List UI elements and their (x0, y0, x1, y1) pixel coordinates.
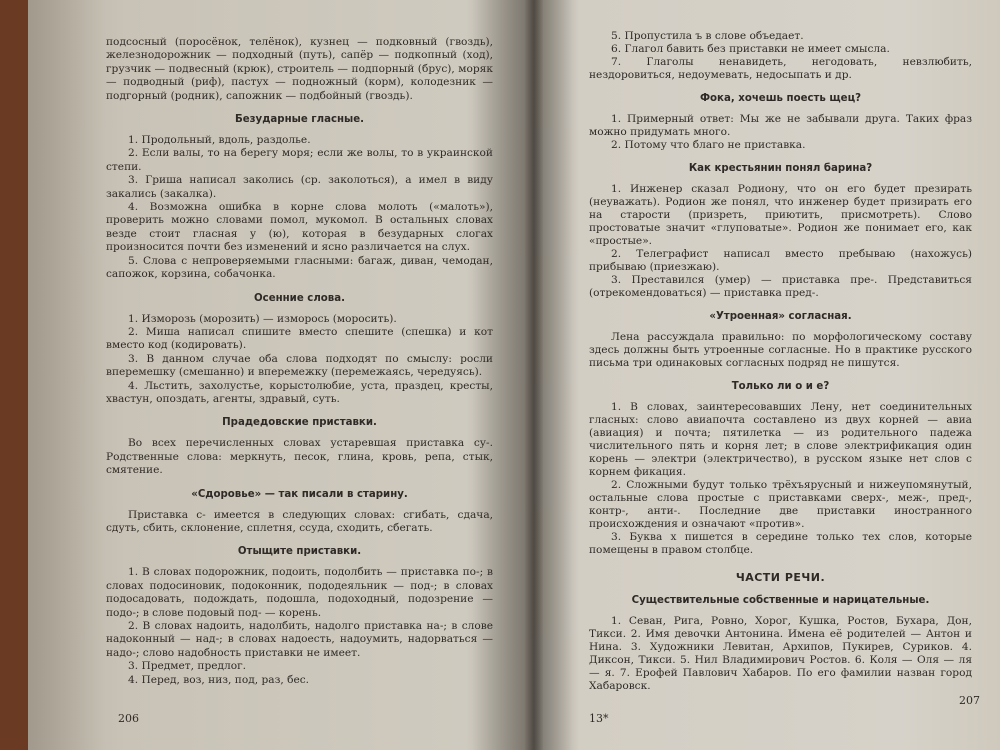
paragraph: 3. В данном случае оба слова подходят по смыслу: росли вперемешку (смешанно) и вперемежку (перемежаясь, чередуясь). (106, 352, 493, 379)
left-page (28, 0, 533, 750)
section-title-proper-common-nouns: Существительные собственные и нарицательные. (631, 595, 930, 606)
section-title-tripled-consonant: «Утроенная» согласная. (709, 311, 852, 322)
paragraph: Приставка с- имеется в следующих словах: сгибать, сдача, сдуть, сбить, склонение, сплетня, ссуда, сходить, сбегать. (106, 508, 493, 534)
section-title-autumn-words: Осенние слова. (254, 292, 345, 304)
paragraph: 2. Телеграфист написал вместо пребываю (нахожусь) прибываю (приезжаю). (589, 248, 972, 273)
page-number-left: 206 (118, 712, 139, 725)
paragraph: 3. Буква х пишется в середине только тех слов, которые помещены в правом столбце. (589, 531, 972, 556)
paragraph: 5. Пропустила ъ в слове объедает. (611, 30, 804, 42)
paragraph: 1. Примерный ответ: Мы же не забывали друга. Таких фраз можно придумать много. (589, 113, 972, 138)
section-title-sdorovie: «Сдоровье» — так писали в старину. (191, 488, 408, 500)
paragraph: 2. Миша написал спишите вместо спешите (спешка) и кот вместо код (кодировать). (106, 325, 493, 352)
paragraph: 1. В словах подорожник, подоить, подолбить — приставка по-; в словах подосиновик, подоконник, пододеяльник — под-; в словах подосадовать, подождать, подошла, подоходный, подозрение — подо-; в слове подовый под- — корень. (106, 566, 493, 619)
paragraph: 7. Глаголы ненавидеть, негодовать, невзлюбить, нездоровиться, недоумевать, недосыпать и др. (589, 56, 972, 81)
paragraph: 6. Глагол бавить без приставки не имеет смысла. (611, 43, 890, 55)
section-title-peasant: Как крестьянин понял барина? (688, 163, 873, 174)
section-title-unstressed-vowels: Безударные гласные. (234, 114, 365, 126)
paragraph: 1. Изморозь (морозить) — изморось (моросить). (128, 312, 397, 325)
section-title-foka: Фока, хочешь поесть щец? (699, 93, 862, 104)
paragraph: 2. Сложными будут только трёхъярусный и нижеупомянутый, остальные слова простые с приставками сверх-, меж-, пред-, контр-, анти-. Последние две приставки иностранного происхождения и означают «против». (589, 479, 972, 530)
paragraph: 4. Перед, воз, низ, под, раз, бес. (128, 673, 310, 686)
left-intro-paragraph: подсосный (поросёнок, телёнок), кузнец — подковный (гвоздь), железнодорожник — подходный (путь), сапёр — подкопный (ход), грузчик — подвесный (крюк), строитель — подпорный (брус), моряк — подводный (риф), пастух — подножный (корм), колодезник — подгорный (родник), сапожник — подбойный (гвоздь). (106, 36, 493, 102)
paragraph: 3. Преставился (умер) — приставка пре-. Представиться (отрекомендоваться) — приставка пред-. (589, 274, 972, 299)
section-title-old-prefixes: Прадедовские приставки. (222, 417, 377, 429)
section-title-find-prefixes: Отыщите приставки. (237, 546, 362, 558)
paragraph: 2. В словах надоить, надолбить, надолго приставка на-; в слове надоконный — над-; в словах надоесть, надоумить, надорваться — надо-; слово надобность приставки не имеет. (106, 620, 493, 659)
paragraph: 3. Гриша написал заколись (ср. заколоться), а имел в виду закались (закалка). (106, 174, 493, 200)
paragraph: 1. Инженер сказал Родиону, что он его будет презирать (неуважать). Родион же понял, что инженер будет призирать его на старости (призреть, приютить, присмотреть). Слово простоватые значит «глуповатые». Родион же понимает его, как «простые». (589, 183, 972, 247)
paragraph: 1. В словах, заинтересовавших Лену, нет соединительных гласных: слово авиапочта составлено из двух корней — авиа (авиация) и почта; пятилетка — из родительного падежа числительного пять и корня лет; в слове электрификация один корень — электри (электричество), в русском языке нет слов с корнем фикация. (589, 401, 972, 478)
paragraph: 2. Потому что благо не приставка. (611, 139, 806, 151)
paragraph: 1. Севан, Рига, Ровно, Хорог, Кушка, Ростов, Бухара, Дон, Тикси. 2. Имя девочки Антонина. Имена её родителей — Антон и Нина. 3. Художники Левитан, Архипов, Пукирев, Суриков. 4. Диксон, Тикси. 5. Нил Владимирович Ростов. 6. Коля — Оля — ля — я. 7. Ерофей Павлович Хабаров. По его фамилии назван город Хабаровск. (589, 615, 972, 692)
chapter-title-parts-of-speech: ЧАСТИ РЕЧИ. (735, 571, 826, 584)
paragraph: 5. Слова с непроверяемыми гласными: багаж, диван, чемодан, сапожок, корзина, собачонка. (106, 254, 493, 281)
section-title-only-o-e: Только ли о и е? (731, 381, 830, 392)
open-book (28, 0, 1000, 750)
paragraph: 4. Возможна ошибка в корне слова молоть («малоть»), проверить можно словами помол, мукомол. В остальных словах везде стоит гласная у (ю), которая в безударных слогах произносится почти без изменений и ясно различается на слух. (106, 201, 493, 254)
right-page (533, 0, 1000, 750)
page-number-right: 207 (959, 694, 980, 707)
paragraph: 2. Если валы, то на берегу моря; если же волы, то в украинской степи. (106, 147, 493, 173)
paragraph: Лена рассуждала правильно: по морфологическому составу здесь должны быть утроенные согласные. Но в практике русского письма три одинаковых согласных подряд не пишутся. (589, 331, 972, 369)
paragraph: Во всех перечисленных словах устаревшая приставка су-. Родственные слова: меркнуть, песок, глина, кровь, репа, стык, смятение. (106, 437, 493, 477)
paragraph: 4. Льстить, захолустье, корыстолюбие, уста, праздец, кресты, хвастун, опоздать, агенты, здравый, суть. (106, 379, 493, 405)
paragraph: 3. Предмет, предлог. (128, 660, 247, 673)
signature-mark: 13* (589, 712, 609, 725)
paragraph: 1. Продольный, вдоль, раздолье. (128, 134, 311, 147)
